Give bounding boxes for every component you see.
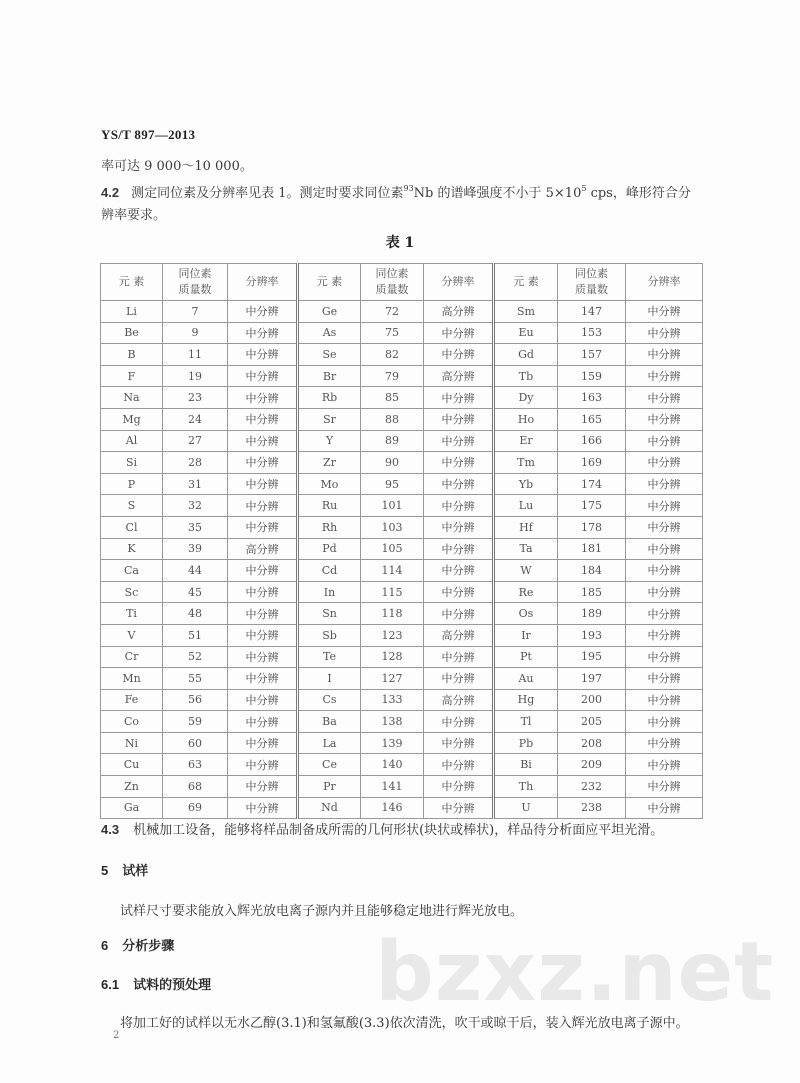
cell-mass-number: 139 (361, 732, 424, 754)
cell-resolution: 中分辨 (228, 365, 298, 387)
cell-mass-number: 159 (558, 365, 626, 387)
cell-resolution: 中分辨 (424, 387, 494, 409)
cell-element: Pr (298, 776, 361, 798)
cell-element: Bi (494, 754, 558, 776)
cell-resolution: 中分辨 (228, 344, 298, 366)
cell-resolution: 中分辨 (626, 365, 703, 387)
paragraph-text: cps，峰形符合分辨率要求。 (101, 186, 691, 223)
cell-mass-number: 146 (361, 797, 424, 819)
cell-resolution: 中分辨 (424, 732, 494, 754)
cell-element: K (101, 538, 163, 560)
cell-mass-number: 95 (361, 473, 424, 495)
table-row (101, 776, 703, 798)
cell-mass-number: 39 (163, 538, 228, 560)
paragraph-4-2 (101, 178, 701, 227)
cell-element: Se (298, 344, 361, 366)
header-line: 质量数 (178, 283, 212, 296)
isotope-superscript: 93 (403, 184, 414, 193)
section-number: 6.1 (101, 977, 120, 992)
cell-element: Pt (494, 646, 558, 668)
cell-element: Hg (494, 689, 558, 711)
cell-mass-number: 163 (558, 387, 626, 409)
cell-mass-number: 193 (558, 624, 626, 646)
cell-resolution: 中分辨 (424, 322, 494, 344)
cell-resolution: 中分辨 (228, 581, 298, 603)
cell-resolution: 中分辨 (228, 387, 298, 409)
cell-element: Yb (494, 473, 558, 495)
cell-mass-number: 197 (558, 668, 626, 690)
cell-element: Sb (298, 624, 361, 646)
cell-mass-number: 31 (163, 473, 228, 495)
cell-element: Cu (101, 754, 163, 776)
table-row (101, 603, 703, 625)
table-row (101, 473, 703, 495)
cell-mass-number: 138 (361, 711, 424, 733)
cell-element: Re (494, 581, 558, 603)
table-row (101, 452, 703, 474)
table-title: 表 1 (385, 235, 415, 251)
table-row (101, 495, 703, 517)
cell-element: Tl (494, 711, 558, 733)
cell-resolution: 中分辨 (626, 516, 703, 538)
cell-element: F (101, 365, 163, 387)
cell-element: Sn (298, 603, 361, 625)
table-row (101, 711, 703, 733)
cell-element: P (101, 473, 163, 495)
cell-mass-number: 85 (361, 387, 424, 409)
table-row (101, 301, 703, 323)
cell-resolution: 高分辨 (424, 624, 494, 646)
cell-resolution: 中分辨 (626, 322, 703, 344)
section-number: 6 (101, 938, 109, 953)
cell-mass-number: 184 (558, 560, 626, 582)
cell-resolution: 高分辨 (424, 689, 494, 711)
table-row (101, 322, 703, 344)
cell-resolution: 中分辨 (626, 581, 703, 603)
cell-element: Te (298, 646, 361, 668)
cell-element: Ca (101, 560, 163, 582)
cell-mass-number: 63 (163, 754, 228, 776)
header-line: 同位素 (375, 267, 409, 280)
cell-resolution: 中分辨 (424, 711, 494, 733)
cell-resolution: 中分辨 (228, 776, 298, 798)
cell-mass-number: 28 (163, 452, 228, 474)
cell-element: Sm (494, 301, 558, 323)
column-header-element: 元 素 (101, 264, 163, 301)
cell-element: B (101, 344, 163, 366)
cell-resolution: 高分辨 (424, 365, 494, 387)
cell-resolution: 中分辨 (626, 668, 703, 690)
section-4-3 (101, 819, 663, 838)
cell-element: I (298, 668, 361, 690)
cell-resolution: 中分辨 (626, 301, 703, 323)
cell-mass-number: 27 (163, 430, 228, 452)
cell-element: Si (101, 452, 163, 474)
cell-element: Tb (494, 365, 558, 387)
cell-resolution: 中分辨 (424, 473, 494, 495)
cell-resolution: 中分辨 (424, 538, 494, 560)
cell-resolution: 中分辨 (228, 452, 298, 474)
section-title: 试样 (122, 864, 149, 879)
cell-resolution: 中分辨 (424, 603, 494, 625)
cell-resolution: 中分辨 (626, 560, 703, 582)
cell-resolution: 中分辨 (424, 495, 494, 517)
cell-mass-number: 69 (163, 797, 228, 819)
cell-mass-number: 118 (361, 603, 424, 625)
section-5-body: 试样尺寸要求能放入辉光放电离子源内并且能够稳定地进行辉光放电。 (120, 904, 524, 919)
table-row (101, 797, 703, 819)
cell-element: Al (101, 430, 163, 452)
cell-mass-number: 209 (558, 754, 626, 776)
cell-mass-number: 44 (163, 560, 228, 582)
cell-element: Hf (494, 516, 558, 538)
cell-element: Ga (101, 797, 163, 819)
watermark: bzxz.net (375, 925, 775, 1020)
cell-mass-number: 89 (361, 430, 424, 452)
section-6-heading (101, 935, 174, 954)
cell-resolution: 中分辨 (228, 301, 298, 323)
cell-resolution: 中分辨 (626, 430, 703, 452)
column-header-mass-number (361, 264, 424, 301)
cell-mass-number: 238 (558, 797, 626, 819)
cell-element: Be (101, 322, 163, 344)
cell-element: Pd (298, 538, 361, 560)
cell-mass-number: 88 (361, 408, 424, 430)
cell-element: Nd (298, 797, 361, 819)
cell-resolution: 中分辨 (228, 668, 298, 690)
cell-mass-number: 101 (361, 495, 424, 517)
cell-resolution: 中分辨 (424, 408, 494, 430)
cell-element: Y (298, 430, 361, 452)
cell-mass-number: 48 (163, 603, 228, 625)
cell-resolution: 中分辨 (424, 754, 494, 776)
cell-resolution: 中分辨 (626, 408, 703, 430)
header-line: 质量数 (375, 283, 409, 296)
cell-mass-number: 51 (163, 624, 228, 646)
column-header-resolution: 分辨率 (424, 264, 494, 301)
cell-mass-number: 11 (163, 344, 228, 366)
cell-mass-number: 175 (558, 495, 626, 517)
section-5-heading (101, 860, 148, 879)
cell-mass-number: 68 (163, 776, 228, 798)
cell-mass-number: 55 (163, 668, 228, 690)
cell-resolution: 中分辨 (424, 516, 494, 538)
cell-element: Mn (101, 668, 163, 690)
cell-element: Mg (101, 408, 163, 430)
column-header-mass-number (558, 264, 626, 301)
cell-element: Zn (101, 776, 163, 798)
cell-mass-number: 60 (163, 732, 228, 754)
cell-element: Ti (101, 603, 163, 625)
cell-element: Dy (494, 387, 558, 409)
cell-resolution: 中分辨 (228, 560, 298, 582)
cell-element: Cl (101, 516, 163, 538)
cell-element: Th (494, 776, 558, 798)
cell-mass-number: 79 (361, 365, 424, 387)
cell-resolution: 中分辨 (228, 754, 298, 776)
column-header-element: 元 素 (298, 264, 361, 301)
cell-element: In (298, 581, 361, 603)
table-row (101, 387, 703, 409)
cell-element: Gd (494, 344, 558, 366)
cell-mass-number: 174 (558, 473, 626, 495)
cell-element: Ni (101, 732, 163, 754)
cell-resolution: 中分辨 (228, 624, 298, 646)
table-row (101, 538, 703, 560)
table-row (101, 516, 703, 538)
cell-resolution: 中分辨 (424, 646, 494, 668)
cell-resolution: 中分辨 (228, 603, 298, 625)
cell-mass-number: 205 (558, 711, 626, 733)
cell-mass-number: 24 (163, 408, 228, 430)
column-header-element: 元 素 (494, 264, 558, 301)
cell-element: Tm (494, 452, 558, 474)
cell-element: La (298, 732, 361, 754)
cell-mass-number: 166 (558, 430, 626, 452)
cell-mass-number: 75 (361, 322, 424, 344)
cell-element: Ce (298, 754, 361, 776)
cell-mass-number: 200 (558, 689, 626, 711)
section-6-1-body: 将加工好的试样以无水乙醇(3.1)和氢氟酸(3.3)依次清洗，吹干或晾干后，装入辉光放电离子源中。 (120, 1016, 689, 1031)
table-row (101, 365, 703, 387)
cell-element: Rh (298, 516, 361, 538)
cell-resolution: 中分辨 (626, 603, 703, 625)
cell-resolution: 中分辨 (626, 538, 703, 560)
section-6-1-heading (101, 974, 211, 993)
cell-mass-number: 72 (361, 301, 424, 323)
paragraph-continuation: 率可达 9 000～10 000。 (101, 159, 253, 174)
cell-resolution: 中分辨 (626, 646, 703, 668)
cell-element: Zr (298, 452, 361, 474)
cell-resolution: 中分辨 (626, 452, 703, 474)
column-header-mass-number (163, 264, 228, 301)
table-row (101, 668, 703, 690)
cell-element: Cs (298, 689, 361, 711)
cell-resolution: 中分辨 (626, 754, 703, 776)
cell-mass-number: 82 (361, 344, 424, 366)
cell-element: Br (298, 365, 361, 387)
cell-element: Er (494, 430, 558, 452)
cell-element: Cd (298, 560, 361, 582)
cell-mass-number: 56 (163, 689, 228, 711)
page-number: 2 (113, 1030, 120, 1041)
cell-mass-number: 185 (558, 581, 626, 603)
column-header-resolution: 分辨率 (228, 264, 298, 301)
cell-element: Co (101, 711, 163, 733)
section-number: 4.2 (101, 185, 120, 200)
cell-element: Li (101, 301, 163, 323)
cell-resolution: 中分辨 (424, 581, 494, 603)
table-row (101, 754, 703, 776)
cell-mass-number: 114 (361, 560, 424, 582)
cell-mass-number: 141 (361, 776, 424, 798)
paragraph-text: 测定同位素及分辨率见表 1。测定时要求同位素 (131, 186, 404, 201)
cell-element: Cr (101, 646, 163, 668)
cell-mass-number: 23 (163, 387, 228, 409)
cell-mass-number: 178 (558, 516, 626, 538)
cell-resolution: 中分辨 (228, 516, 298, 538)
cell-element: Sc (101, 581, 163, 603)
cell-resolution: 中分辨 (424, 668, 494, 690)
cell-element: Ge (298, 301, 361, 323)
table-row (101, 430, 703, 452)
cell-mass-number: 153 (558, 322, 626, 344)
cell-element: Lu (494, 495, 558, 517)
cell-resolution: 中分辨 (228, 495, 298, 517)
cell-resolution: 中分辨 (626, 732, 703, 754)
cell-mass-number: 181 (558, 538, 626, 560)
cell-mass-number: 90 (361, 452, 424, 474)
cell-element: S (101, 495, 163, 517)
cell-mass-number: 169 (558, 452, 626, 474)
section-text: 机械加工设备，能够将样品制备成所需的几何形状(块状或棒状)，样品待分析面应平坦光滑。 (133, 823, 664, 838)
section-number: 4.3 (101, 822, 120, 837)
cell-resolution: 中分辨 (228, 689, 298, 711)
cell-resolution: 中分辨 (228, 408, 298, 430)
cell-resolution: 中分辨 (626, 624, 703, 646)
table-row (101, 732, 703, 754)
header-line: 同位素 (575, 267, 608, 280)
cell-resolution: 中分辨 (626, 689, 703, 711)
cell-mass-number: 140 (361, 754, 424, 776)
cell-mass-number: 128 (361, 646, 424, 668)
cell-element: W (494, 560, 558, 582)
cell-resolution: 中分辨 (626, 473, 703, 495)
cell-mass-number: 115 (361, 581, 424, 603)
section-title: 试料的预处理 (133, 978, 212, 993)
cell-element: Ir (494, 624, 558, 646)
cell-element: Fe (101, 689, 163, 711)
cell-mass-number: 123 (361, 624, 424, 646)
cell-mass-number: 195 (558, 646, 626, 668)
cell-mass-number: 208 (558, 732, 626, 754)
cell-element: V (101, 624, 163, 646)
cell-mass-number: 19 (163, 365, 228, 387)
cell-element: Sr (298, 408, 361, 430)
cell-mass-number: 147 (558, 301, 626, 323)
cell-element: Mo (298, 473, 361, 495)
cell-resolution: 中分辨 (626, 711, 703, 733)
section-number: 5 (101, 863, 109, 878)
cell-mass-number: 133 (361, 689, 424, 711)
table-body (101, 301, 703, 819)
cell-element: Au (494, 668, 558, 690)
cell-element: Ho (494, 408, 558, 430)
cell-resolution: 中分辨 (228, 473, 298, 495)
cell-resolution: 中分辨 (424, 797, 494, 819)
cell-element: Os (494, 603, 558, 625)
cell-mass-number: 9 (163, 322, 228, 344)
cell-element: Eu (494, 322, 558, 344)
cell-resolution: 中分辨 (424, 776, 494, 798)
cell-resolution: 中分辨 (626, 776, 703, 798)
cell-resolution: 中分辨 (626, 344, 703, 366)
cell-resolution: 中分辨 (228, 732, 298, 754)
table-header-row (101, 264, 703, 301)
cell-mass-number: 35 (163, 516, 228, 538)
cell-mass-number: 59 (163, 711, 228, 733)
power-superscript: 5 (581, 184, 587, 193)
cell-resolution: 中分辨 (228, 430, 298, 452)
header-line: 质量数 (575, 283, 608, 296)
table-row (101, 560, 703, 582)
cell-resolution: 高分辨 (424, 301, 494, 323)
cell-mass-number: 127 (361, 668, 424, 690)
cell-resolution: 中分辨 (228, 797, 298, 819)
cell-mass-number: 103 (361, 516, 424, 538)
cell-element: Pb (494, 732, 558, 754)
cell-resolution: 中分辨 (228, 711, 298, 733)
cell-resolution: 中分辨 (626, 797, 703, 819)
cell-mass-number: 189 (558, 603, 626, 625)
section-title: 分析步骤 (122, 939, 175, 954)
cell-resolution: 中分辨 (626, 387, 703, 409)
cell-mass-number: 45 (163, 581, 228, 603)
cell-element: Rb (298, 387, 361, 409)
cell-element: As (298, 322, 361, 344)
paragraph-text: Nb 的谱峰强度不小于 5×10 (413, 186, 582, 201)
cell-mass-number: 157 (558, 344, 626, 366)
cell-resolution: 高分辨 (228, 538, 298, 560)
cell-resolution: 中分辨 (424, 452, 494, 474)
table-row (101, 689, 703, 711)
cell-element: Na (101, 387, 163, 409)
cell-resolution: 中分辨 (424, 560, 494, 582)
cell-mass-number: 105 (361, 538, 424, 560)
table-row (101, 344, 703, 366)
cell-element: Ba (298, 711, 361, 733)
cell-mass-number: 7 (163, 301, 228, 323)
cell-mass-number: 52 (163, 646, 228, 668)
cell-mass-number: 165 (558, 408, 626, 430)
cell-resolution: 中分辨 (424, 430, 494, 452)
cell-mass-number: 232 (558, 776, 626, 798)
table-row (101, 408, 703, 430)
isotope-resolution-table (100, 263, 703, 819)
cell-element: Ta (494, 538, 558, 560)
table-row (101, 581, 703, 603)
cell-mass-number: 32 (163, 495, 228, 517)
standard-code: YS/T 897—2013 (101, 127, 196, 142)
cell-resolution: 中分辨 (228, 646, 298, 668)
table-row (101, 624, 703, 646)
column-header-resolution: 分辨率 (626, 264, 703, 301)
cell-element: Ru (298, 495, 361, 517)
cell-resolution: 中分辨 (228, 322, 298, 344)
cell-resolution: 中分辨 (626, 495, 703, 517)
table-row (101, 646, 703, 668)
cell-resolution: 中分辨 (424, 344, 494, 366)
header-line: 同位素 (178, 267, 212, 280)
cell-element: U (494, 797, 558, 819)
